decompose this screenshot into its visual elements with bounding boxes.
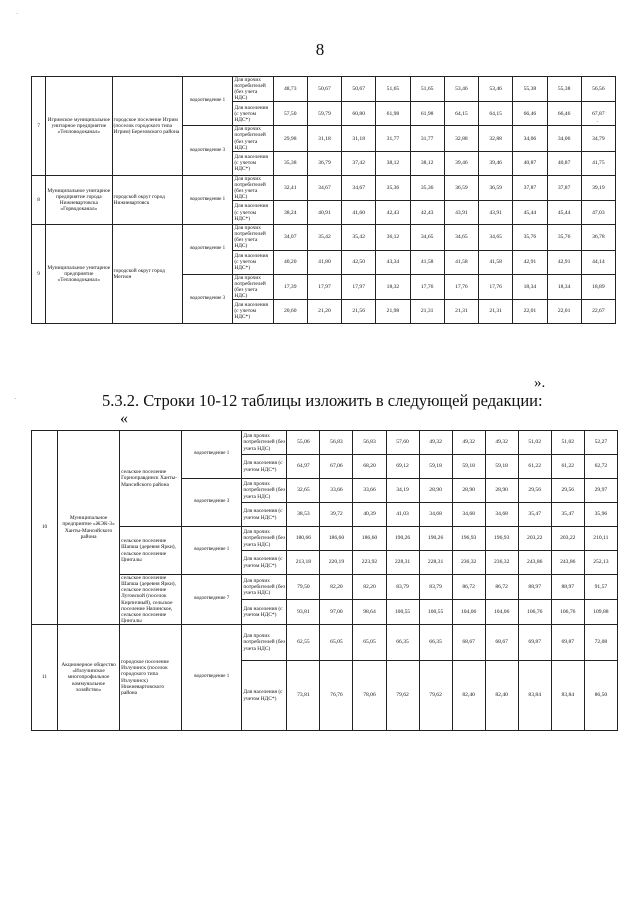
tariff-value-cell: 34,07 bbox=[273, 225, 307, 250]
tariff-value-cell: 51,02 bbox=[518, 431, 551, 455]
tariff-value-cell: 82,40 bbox=[485, 661, 518, 731]
consumer-category-cell: Для населения (с учетом НДС*) bbox=[233, 250, 273, 274]
tariff-value-cell: 41,80 bbox=[307, 250, 341, 274]
tariff-value-cell: 65,05 bbox=[353, 625, 386, 661]
tariff-value-cell: 51,65 bbox=[376, 77, 410, 102]
tariff-value-cell: 36,12 bbox=[376, 225, 410, 250]
tariff-value-cell: 39,72 bbox=[320, 503, 353, 527]
tariff-value-cell: 228,31 bbox=[419, 551, 452, 575]
tariff-value-cell: 31,77 bbox=[410, 126, 444, 151]
service-type-cell: водоотведение 3 bbox=[182, 479, 242, 527]
tariff-value-cell: 64,97 bbox=[287, 455, 320, 479]
tariff-value-cell: 35,38 bbox=[273, 151, 307, 175]
territory-cell: городское поселение Излучинск (поселок городского типа Излучинск) Нижневартовского района bbox=[120, 625, 182, 731]
tariff-value-cell: 236,32 bbox=[452, 551, 485, 575]
tariff-value-cell: 32,88 bbox=[444, 126, 478, 151]
tariff-value-cell: 98,64 bbox=[353, 600, 386, 625]
tariff-value-cell: 56,83 bbox=[353, 431, 386, 455]
tariff-value-cell: 82,40 bbox=[452, 661, 485, 731]
page-number: 8 bbox=[315, 40, 325, 59]
tariff-value-cell: 38,53 bbox=[287, 503, 320, 527]
closing-quote: ». bbox=[534, 375, 546, 391]
tariff-value-cell: 21,98 bbox=[376, 299, 410, 323]
tariff-value-cell: 196,93 bbox=[485, 527, 518, 551]
tariff-value-cell: 21,31 bbox=[444, 299, 478, 323]
tariff-value-cell: 49,32 bbox=[485, 431, 518, 455]
service-type-cell: водоотведение 1 bbox=[182, 527, 242, 575]
tariff-value-cell: 43,91 bbox=[479, 201, 513, 225]
consumer-category-cell: Для населения (с учетом НДС*) bbox=[233, 299, 273, 323]
table-row bbox=[32, 175, 616, 200]
consumer-category-cell: Для прочих потребителей (без учета НДС) bbox=[233, 126, 273, 151]
territory-cell: городской округ город Мегион bbox=[112, 225, 182, 324]
tariff-value-cell: 203,22 bbox=[551, 527, 584, 551]
tariff-value-cell: 42,43 bbox=[376, 201, 410, 225]
tariff-value-cell: 50,67 bbox=[342, 77, 376, 102]
service-type-cell: водоотведение 3 bbox=[183, 126, 233, 175]
tariff-value-cell: 79,62 bbox=[419, 661, 452, 731]
tariff-value-cell: 93,81 bbox=[287, 600, 320, 625]
consumer-category-cell: Для населения (с учетом НДС*) bbox=[242, 551, 287, 575]
tariff-value-cell: 36,78 bbox=[581, 225, 615, 250]
consumer-category-cell: Для прочих потребителей (без учета НДС) bbox=[242, 625, 287, 661]
tariff-value-cell: 65,05 bbox=[320, 625, 353, 661]
tariff-value-cell: 61,22 bbox=[518, 455, 551, 479]
tariff-value-cell: 17,76 bbox=[410, 274, 444, 299]
tariff-value-cell: 42,91 bbox=[547, 250, 581, 274]
table-row bbox=[32, 431, 618, 455]
row-number-cell: 11 bbox=[32, 625, 58, 731]
table-row bbox=[32, 225, 616, 250]
tariff-value-cell: 252,13 bbox=[584, 551, 617, 575]
organization-cell: Игримское муниципальное унитарное предприятие «Тепловодоканал» bbox=[46, 77, 112, 176]
territory-cell: сельское поселение Шапша (деревня Ярки), сельское поселение Луговской (поселок Кирпичный), сельское поселение Нялинское, сельское поселение Цингалы bbox=[120, 575, 182, 625]
tariff-value-cell: 78,06 bbox=[353, 661, 386, 731]
consumer-category-cell: Для населения (с учетом НДС*) bbox=[233, 102, 273, 126]
section-heading: 5.3.2. Строки 10-12 таблицы изложить в следующей редакции: bbox=[102, 391, 543, 410]
tariff-table-top bbox=[31, 76, 616, 324]
tariff-value-cell: 34,67 bbox=[307, 175, 341, 200]
tariff-value-cell: 35,47 bbox=[518, 503, 551, 527]
tariff-value-cell: 41,58 bbox=[410, 250, 444, 274]
tariff-value-cell: 33,66 bbox=[320, 479, 353, 503]
tariff-value-cell: 45,44 bbox=[547, 201, 581, 225]
tariff-value-cell: 186,60 bbox=[320, 527, 353, 551]
tariff-value-cell: 39,19 bbox=[581, 175, 615, 200]
tariff-value-cell: 22,01 bbox=[513, 299, 547, 323]
tariff-value-cell: 79,50 bbox=[287, 575, 320, 600]
tariff-value-cell: 68,67 bbox=[452, 625, 485, 661]
tariff-value-cell: 40,87 bbox=[513, 151, 547, 175]
tariff-value-cell: 34,68 bbox=[485, 503, 518, 527]
service-type-cell: водоотведение 3 bbox=[183, 274, 233, 323]
tariff-value-cell: 62,72 bbox=[584, 455, 617, 479]
tariff-value-cell: 104,06 bbox=[452, 600, 485, 625]
territory-cell: сельское поселение Шапша (деревня Ярки), сельское поселение Цингалы bbox=[120, 527, 182, 575]
tariff-value-cell: 35,47 bbox=[551, 503, 584, 527]
tariff-value-cell: 41,75 bbox=[581, 151, 615, 175]
row-number-cell: 7 bbox=[32, 77, 46, 176]
tariff-value-cell: 32,41 bbox=[273, 175, 307, 200]
tariff-value-cell: 22,01 bbox=[547, 299, 581, 323]
tariff-value-cell: 79,62 bbox=[386, 661, 419, 731]
tariff-value-cell: 35,36 bbox=[376, 175, 410, 200]
tariff-value-cell: 51,65 bbox=[410, 77, 444, 102]
consumer-category-cell: Для населения (с учетом НДС*) bbox=[242, 455, 287, 479]
tariff-value-cell: 203,22 bbox=[518, 527, 551, 551]
tariff-value-cell: 28,90 bbox=[485, 479, 518, 503]
tariff-value-cell: 42,43 bbox=[410, 201, 444, 225]
tariff-value-cell: 55,38 bbox=[547, 77, 581, 102]
territory-cell: городской округ город Нижневартовск bbox=[112, 175, 182, 224]
consumer-category-cell: Для населения (с учетом НДС*) bbox=[242, 661, 287, 731]
tariff-value-cell: 59,79 bbox=[307, 102, 341, 126]
tariff-value-cell: 39,46 bbox=[479, 151, 513, 175]
tariff-value-cell: 34,67 bbox=[342, 175, 376, 200]
tariff-value-cell: 67,06 bbox=[320, 455, 353, 479]
consumer-category-cell: Для населения (с учетом НДС*) bbox=[233, 201, 273, 225]
tariff-value-cell: 40,39 bbox=[353, 503, 386, 527]
consumer-category-cell: Для прочих потребителей (без учета НДС) bbox=[242, 527, 287, 551]
tariff-value-cell: 106,76 bbox=[518, 600, 551, 625]
row-number-cell: 10 bbox=[32, 431, 58, 625]
tariff-value-cell: 42,91 bbox=[513, 250, 547, 274]
consumer-category-cell: Для прочих потребителей (без учета НДС) bbox=[233, 274, 273, 299]
tariff-value-cell: 28,90 bbox=[452, 479, 485, 503]
tariff-value-cell: 17,39 bbox=[273, 274, 307, 299]
tariff-value-cell: 29,98 bbox=[273, 126, 307, 151]
tariff-value-cell: 18,34 bbox=[513, 274, 547, 299]
tariff-value-cell: 228,31 bbox=[386, 551, 419, 575]
tariff-value-cell: 34,06 bbox=[547, 126, 581, 151]
tariff-value-cell: 36,79 bbox=[307, 151, 341, 175]
tariff-value-cell: 61,22 bbox=[551, 455, 584, 479]
consumer-category-cell: Для прочих потребителей (без учета НДС) bbox=[233, 77, 273, 102]
tariff-value-cell: 88,97 bbox=[551, 575, 584, 600]
consumer-category-cell: Для прочих потребителей (без учета НДС) bbox=[242, 479, 287, 503]
tariff-value-cell: 109,88 bbox=[584, 600, 617, 625]
tariff-value-cell: 40,20 bbox=[273, 250, 307, 274]
tariff-value-cell: 88,97 bbox=[518, 575, 551, 600]
organization-cell: Акционерное общество «Излучинское многопрофильное коммунальное хозяйство» bbox=[58, 625, 120, 731]
tariff-value-cell: 18,34 bbox=[547, 274, 581, 299]
tariff-value-cell: 34,68 bbox=[419, 503, 452, 527]
tariff-value-cell: 34,68 bbox=[452, 503, 485, 527]
row-number-cell: 8 bbox=[32, 175, 46, 224]
tariff-value-cell: 236,32 bbox=[485, 551, 518, 575]
tariff-value-cell: 35,42 bbox=[307, 225, 341, 250]
tariff-value-cell: 55,38 bbox=[513, 77, 547, 102]
tariff-value-cell: 34,65 bbox=[479, 225, 513, 250]
tariff-value-cell: 34,65 bbox=[410, 225, 444, 250]
consumer-category-cell: Для прочих потребителей (без учета НДС) bbox=[242, 575, 287, 600]
tariff-value-cell: 35,96 bbox=[584, 503, 617, 527]
tariff-value-cell: 83,84 bbox=[518, 661, 551, 731]
tariff-value-cell: 44,14 bbox=[581, 250, 615, 274]
service-type-cell: водоотведение 1 bbox=[183, 225, 233, 274]
tariff-value-cell: 29,56 bbox=[551, 479, 584, 503]
tariff-value-cell: 45,44 bbox=[513, 201, 547, 225]
tariff-value-cell: 31,18 bbox=[307, 126, 341, 151]
tariff-value-cell: 40,91 bbox=[307, 201, 341, 225]
tariff-value-cell: 62,55 bbox=[287, 625, 320, 661]
tariff-value-cell: 38,12 bbox=[376, 151, 410, 175]
tariff-value-cell: 196,93 bbox=[452, 527, 485, 551]
tariff-value-cell: 31,18 bbox=[342, 126, 376, 151]
tariff-value-cell: 41,03 bbox=[386, 503, 419, 527]
tariff-value-cell: 67,87 bbox=[581, 102, 615, 126]
tariff-value-cell: 64,15 bbox=[479, 102, 513, 126]
tariff-value-cell: 36,59 bbox=[444, 175, 478, 200]
tariff-value-cell: 35,76 bbox=[513, 225, 547, 250]
tariff-value-cell: 86,72 bbox=[452, 575, 485, 600]
tariff-value-cell: 35,76 bbox=[547, 225, 581, 250]
tariff-value-cell: 86,50 bbox=[584, 661, 617, 731]
tariff-value-cell: 106,76 bbox=[551, 600, 584, 625]
tariff-value-cell: 72,08 bbox=[584, 625, 617, 661]
service-type-cell: водоотведение 1 bbox=[183, 77, 233, 126]
tariff-value-cell: 97,00 bbox=[320, 600, 353, 625]
tariff-value-cell: 82,20 bbox=[353, 575, 386, 600]
tariff-value-cell: 83,79 bbox=[419, 575, 452, 600]
tariff-value-cell: 34,79 bbox=[581, 126, 615, 151]
tariff-value-cell: 56,56 bbox=[581, 77, 615, 102]
tariff-value-cell: 68,20 bbox=[353, 455, 386, 479]
tariff-value-cell: 49,32 bbox=[419, 431, 452, 455]
tariff-value-cell: 36,59 bbox=[479, 175, 513, 200]
tariff-value-cell: 43,34 bbox=[376, 250, 410, 274]
consumer-category-cell: Для прочих потребителей (без учета НДС) bbox=[233, 175, 273, 200]
tariff-value-cell: 28,90 bbox=[419, 479, 452, 503]
tariff-value-cell: 60,80 bbox=[342, 102, 376, 126]
tariff-value-cell: 59,18 bbox=[452, 455, 485, 479]
tariff-value-cell: 29,56 bbox=[518, 479, 551, 503]
tariff-value-cell: 17,97 bbox=[342, 274, 376, 299]
tariff-value-cell: 57,50 bbox=[273, 102, 307, 126]
tariff-value-cell: 83,84 bbox=[551, 661, 584, 731]
scan-speck: · bbox=[16, 10, 19, 18]
tariff-value-cell: 41,58 bbox=[444, 250, 478, 274]
service-type-cell: водоотведение 1 bbox=[182, 431, 242, 479]
tariff-value-cell: 50,67 bbox=[307, 77, 341, 102]
tariff-value-cell: 17,76 bbox=[479, 274, 513, 299]
tariff-value-cell: 52,27 bbox=[584, 431, 617, 455]
tariff-value-cell: 37,87 bbox=[547, 175, 581, 200]
organization-cell: Муниципальное предприятие «ЖЭК-3» Ханты-Мансийского района bbox=[58, 431, 120, 625]
tariff-value-cell: 223,92 bbox=[353, 551, 386, 575]
table-row bbox=[32, 625, 618, 661]
tariff-value-cell: 48,73 bbox=[273, 77, 307, 102]
tariff-value-cell: 21,31 bbox=[479, 299, 513, 323]
tariff-value-cell: 21,56 bbox=[342, 299, 376, 323]
tariff-value-cell: 41,60 bbox=[342, 201, 376, 225]
service-type-cell: водоотведение 1 bbox=[183, 175, 233, 224]
tariff-value-cell: 31,77 bbox=[376, 126, 410, 151]
consumer-category-cell: Для прочих потребителей (без учета НДС) bbox=[233, 225, 273, 250]
scan-speck: · bbox=[596, 118, 599, 126]
tariff-value-cell: 66,35 bbox=[419, 625, 452, 661]
tariff-value-cell: 35,42 bbox=[342, 225, 376, 250]
tariff-value-cell: 213,18 bbox=[287, 551, 320, 575]
table-row bbox=[32, 575, 618, 600]
tariff-value-cell: 17,76 bbox=[444, 274, 478, 299]
organization-cell: Муниципальное унитарное предприятие города Нижневартовска «Горводоканал» bbox=[46, 175, 112, 224]
tariff-value-cell: 91,57 bbox=[584, 575, 617, 600]
tariff-value-cell: 38,12 bbox=[410, 151, 444, 175]
tariff-value-cell: 39,46 bbox=[444, 151, 478, 175]
tariff-value-cell: 18,32 bbox=[376, 274, 410, 299]
tariff-value-cell: 34,19 bbox=[386, 479, 419, 503]
tariff-value-cell: 243,86 bbox=[551, 551, 584, 575]
tariff-value-cell: 41,58 bbox=[479, 250, 513, 274]
tariff-value-cell: 190,26 bbox=[419, 527, 452, 551]
tariff-value-cell: 21,20 bbox=[307, 299, 341, 323]
tariff-value-cell: 20,60 bbox=[273, 299, 307, 323]
consumer-category-cell: Для населения (с учетом НДС*) bbox=[233, 151, 273, 175]
tariff-value-cell: 180,66 bbox=[287, 527, 320, 551]
tariff-value-cell: 73,81 bbox=[287, 661, 320, 731]
tariff-value-cell: 61,98 bbox=[376, 102, 410, 126]
tariff-value-cell: 35,36 bbox=[410, 175, 444, 200]
tariff-value-cell: 42,50 bbox=[342, 250, 376, 274]
tariff-value-cell: 53,46 bbox=[444, 77, 478, 102]
tariff-value-cell: 69,12 bbox=[386, 455, 419, 479]
service-type-cell: водоотведение 7 bbox=[182, 575, 242, 625]
tariff-value-cell: 59,18 bbox=[419, 455, 452, 479]
tariff-value-cell: 37,87 bbox=[513, 175, 547, 200]
tariff-value-cell: 55,06 bbox=[287, 431, 320, 455]
tariff-value-cell: 243,86 bbox=[518, 551, 551, 575]
tariff-value-cell: 32,65 bbox=[287, 479, 320, 503]
tariff-value-cell: 47,03 bbox=[581, 201, 615, 225]
tariff-value-cell: 34,65 bbox=[444, 225, 478, 250]
tariff-value-cell: 51,02 bbox=[551, 431, 584, 455]
tariff-value-cell: 34,06 bbox=[513, 126, 547, 151]
tariff-value-cell: 190,26 bbox=[386, 527, 419, 551]
tariff-value-cell: 66,46 bbox=[547, 102, 581, 126]
tariff-value-cell: 21,31 bbox=[410, 299, 444, 323]
tariff-value-cell: 82,20 bbox=[320, 575, 353, 600]
tariff-value-cell: 40,87 bbox=[547, 151, 581, 175]
tariff-value-cell: 49,32 bbox=[452, 431, 485, 455]
tariff-value-cell: 76,76 bbox=[320, 661, 353, 731]
tariff-value-cell: 86,72 bbox=[485, 575, 518, 600]
tariff-value-cell: 56,83 bbox=[320, 431, 353, 455]
tariff-value-cell: 33,66 bbox=[353, 479, 386, 503]
tariff-value-cell: 104,06 bbox=[485, 600, 518, 625]
organization-cell: Муниципальное унитарное предприятие «Тепловодоканал» bbox=[46, 225, 112, 324]
consumer-category-cell: Для населения (с учетом НДС*) bbox=[242, 600, 287, 625]
tariff-table-bottom bbox=[31, 430, 618, 731]
table-row bbox=[32, 527, 618, 551]
tariff-value-cell: 186,60 bbox=[353, 527, 386, 551]
row-number-cell: 9 bbox=[32, 225, 46, 324]
tariff-value-cell: 100,55 bbox=[419, 600, 452, 625]
tariff-value-cell: 32,88 bbox=[479, 126, 513, 151]
opening-quote: « bbox=[120, 410, 128, 427]
tariff-value-cell: 64,15 bbox=[444, 102, 478, 126]
service-type-cell: водоотведение 1 bbox=[182, 625, 242, 731]
tariff-value-cell: 210,11 bbox=[584, 527, 617, 551]
tariff-value-cell: 220,19 bbox=[320, 551, 353, 575]
tariff-value-cell: 43,91 bbox=[444, 201, 478, 225]
consumer-category-cell: Для населения (с учетом НДС*) bbox=[242, 503, 287, 527]
tariff-value-cell: 38,24 bbox=[273, 201, 307, 225]
consumer-category-cell: Для прочих потребителей (без учета НДС) bbox=[242, 431, 287, 455]
table-row bbox=[32, 77, 616, 102]
tariff-value-cell: 37,42 bbox=[342, 151, 376, 175]
tariff-value-cell: 69,87 bbox=[518, 625, 551, 661]
scan-speck: · bbox=[14, 395, 17, 403]
tariff-value-cell: 83,79 bbox=[386, 575, 419, 600]
tariff-value-cell: 59,18 bbox=[485, 455, 518, 479]
tariff-value-cell: 18,89 bbox=[581, 274, 615, 299]
tariff-value-cell: 68,67 bbox=[485, 625, 518, 661]
tariff-value-cell: 22,67 bbox=[581, 299, 615, 323]
tariff-value-cell: 66,35 bbox=[386, 625, 419, 661]
tariff-value-cell: 29,97 bbox=[584, 479, 617, 503]
tariff-value-cell: 69,87 bbox=[551, 625, 584, 661]
tariff-value-cell: 53,46 bbox=[479, 77, 513, 102]
tariff-value-cell: 57,60 bbox=[386, 431, 419, 455]
tariff-value-cell: 17,97 bbox=[307, 274, 341, 299]
tariff-value-cell: 66,46 bbox=[513, 102, 547, 126]
tariff-value-cell: 100,55 bbox=[386, 600, 419, 625]
territory-cell: сельское поселение Горноправдинск Ханты-Мансийского района bbox=[120, 431, 182, 527]
tariff-value-cell: 61,98 bbox=[410, 102, 444, 126]
territory-cell: городское поселение Игрим (поселок городского типа Игрим) Березовского района bbox=[112, 77, 182, 176]
